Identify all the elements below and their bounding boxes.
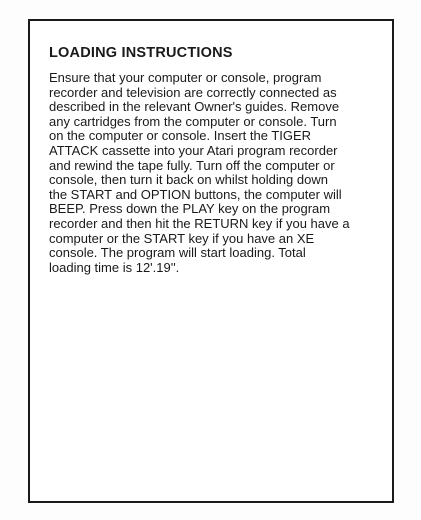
instructions-line: the START and OPTION buttons, the computer will (49, 186, 342, 202)
instructions-line: console, then turn it back on whilst holding down (49, 172, 328, 188)
instructions-line: any cartridges from the computer or console. Turn (49, 113, 337, 129)
instructions-heading: LOADING INSTRUCTIONS (49, 45, 233, 61)
instructions-line: recorder and television are correctly connected as (49, 84, 337, 100)
instructions-line: console. The program will start loading. Total (49, 245, 306, 261)
instructions-body (49, 71, 385, 275)
instructions-line: Ensure that your computer or console, program (49, 70, 322, 85)
instructions-line: computer or the START key if you have an XE (49, 230, 315, 246)
instructions-line: ATTACK cassette into your Atari program recorder (49, 142, 338, 158)
instructions-line: loading time is 12'.19''. (49, 259, 180, 275)
instructions-line: and rewind the tape fully. Turn off the computer or (49, 157, 335, 173)
instructions-line: recorder and then hit the RETURN key if you have a (49, 215, 350, 231)
instructions-box (28, 19, 394, 503)
instructions-line: BEEP. Press down the PLAY key on the program (49, 201, 331, 217)
instructions-line: described in the relevant Owner's guides. Remove (49, 99, 340, 115)
instructions-line: on the computer or console. Insert the TIGER (49, 128, 312, 144)
